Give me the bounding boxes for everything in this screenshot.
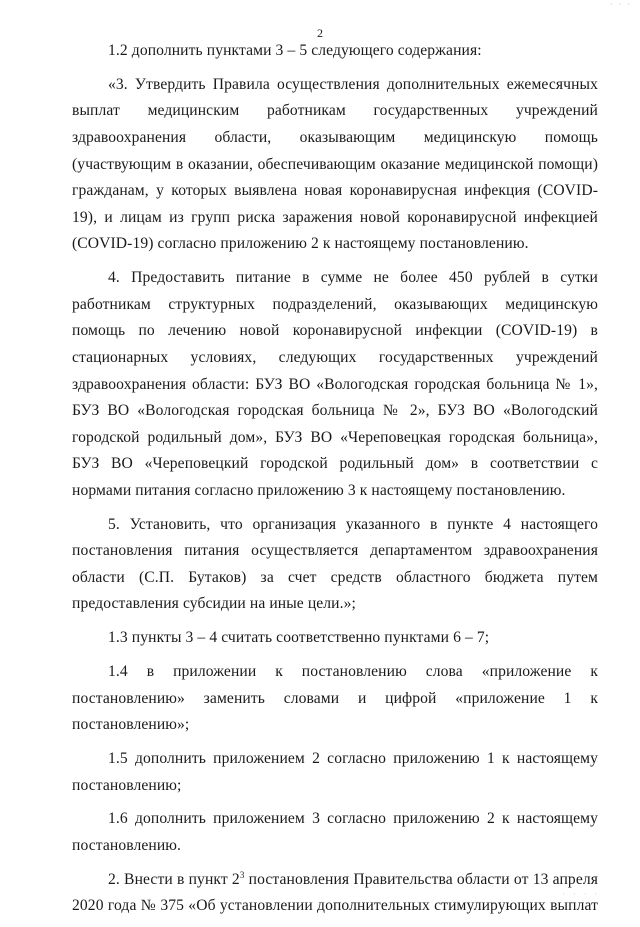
scan-corner-mark: · · · (610, 0, 632, 9)
paragraph-item-2 (72, 867, 598, 920)
scan-bottom-mark: · · · · (562, 890, 600, 899)
item-2-text-end: постановления Правительства области от 13 апреля 2020 года № 375 «Об установлении дополнительных стимулирующих выплат (72, 870, 598, 915)
paragraph-1-5: 1.5 дополнить приложением 2 согласно приложению 1 к настоящему постановлению; (72, 749, 598, 794)
page-number: 2 (317, 26, 323, 40)
paragraph-point-5: 5. Установить, что организация указанного в пункте 4 настоящего постановления питания осуществляется департаментом здравоохранения области (С.П. Бутаков) за счет средств областного бюджета путем предоставления субсидии на иные цели.»; (72, 515, 598, 613)
paragraph-1-3: 1.3 пункты 3 – 4 считать соответственно пунктами 6 – 7; (108, 629, 490, 647)
paragraph-1-2: 1.2 дополнить пунктами 3 – 5 следующего содержания: (108, 42, 482, 59)
document-body (72, 38, 598, 927)
paragraph-1-4: 1.4 в приложении к постановлению слова «приложение к постановлению» заменить словами и цифрой «приложение 1 к постановлению»; (72, 663, 598, 734)
paragraph-point-4: 4. Предоставить питание в сумме не более 450 рублей в сутки работникам структурных подразделений, оказывающих медицинскую помощь по лечению новой коронавирусной инфекции (COVID-19) в стационарных условиях, следующих государственных учреждений здравоохранения области: БУЗ ВО «Вологодская городская больница № 1», БУЗ ВО «Вологодская городская больница № 2», БУЗ ВО «Вологодский городской родильный дом», БУЗ ВО «Череповецкая городская больница», БУЗ ВО «Череповецкий городской родильный дом» в соответствии с нормами питания согласно приложению 3 к настоящему постановлению. (72, 269, 598, 499)
paragraph-1-6: 1.6 дополнить приложением 3 согласно приложению 2 к настоящему постановлению. (72, 810, 598, 854)
item-2-superscript: 3 (239, 869, 245, 880)
paragraph-point-3: «3. Утвердить Правила осуществления дополнительных ежемесячных выплат медицинским работникам государственных учреждений здравоохранения области, оказывающим медицинскую помощь (участвующим в оказании, обеспечивающим оказание медицинской помощи) гражданам, у которых выявлена новая коронавирусная инфекция (COVID-19), и лицам из групп риска заражения новой коронавирусной инфекцией (COVID-19) согласно приложению 2 к настоящему постановлению. (72, 75, 598, 253)
item-2-text-start: 2. Внести в пункт 2 (108, 870, 240, 888)
